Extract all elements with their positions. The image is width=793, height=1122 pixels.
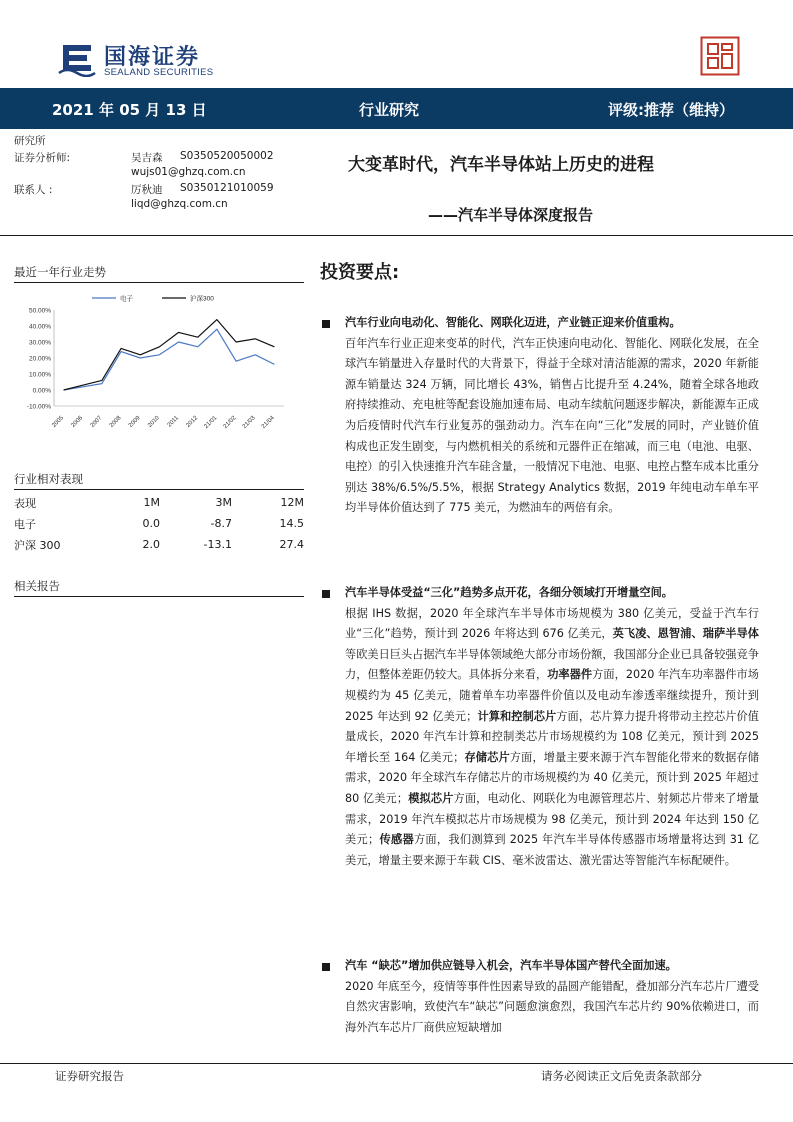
x-tick-label: 21/01 — [203, 415, 219, 431]
x-tick-label: 21/02 — [222, 415, 238, 431]
logo-text-cn: 国海证券 — [104, 45, 201, 70]
bullet-square-icon — [322, 963, 330, 971]
perf-cell: 沪深 300 — [14, 538, 61, 552]
report-subtitle: ——汽车半导体深度报告 — [428, 206, 594, 224]
analyst-id: S0350520050002 — [180, 150, 274, 162]
analyst-label: 证券分析师: — [14, 152, 71, 164]
contact-id: S0350121010059 — [180, 182, 274, 194]
industry-trend-chart — [14, 288, 304, 438]
trend-divider — [14, 282, 304, 283]
body-text: 方面，芯片算力提升将带动主控芯片价值量成长，2020 年汽车计算和控制类芯片市场规模约为 108 亿美元，预计到 2025 年增长至 164 亿美元； — [345, 709, 759, 764]
sealand-logo-icon — [57, 41, 97, 77]
footer-right: 请务必阅读正文后免责条款部分 — [541, 1069, 702, 1083]
series-line-electronics — [64, 329, 275, 390]
x-tick-label: 2005 — [51, 415, 65, 429]
x-tick-label: 2012 — [185, 415, 200, 429]
perf-header-cell: 3M — [215, 496, 232, 509]
paragraph-heading: 汽车半导体受益“三化”趋势多点开花，各细分领域打开增量空间。 — [345, 586, 673, 599]
x-tick-label: 2011 — [166, 415, 180, 429]
segment-highlight: 计算和控制芯片 — [477, 709, 557, 723]
perf-title: 行业相对表现 — [14, 472, 83, 486]
analyst-name: 吴吉森 — [131, 152, 163, 164]
x-tick-label: 21/04 — [260, 415, 276, 431]
perf-cell: 14.5 — [279, 517, 304, 530]
perf-header-cell: 12M — [280, 496, 304, 509]
table-row — [14, 513, 304, 534]
report-category: 行业研究 — [359, 101, 420, 119]
x-tick-label: 21/03 — [241, 415, 257, 431]
y-tick-label: 40.00% — [28, 323, 51, 331]
perf-header-row — [14, 492, 304, 513]
contact-label: 联系人 : — [14, 184, 53, 196]
body-text: 方面，增量主要来源于汽车智能化带来的数据存储需求，2020 年全球汽车存储芯片的市场规模约为 40 亿美元，预计到 2025 年超过 80 亿美元； — [345, 750, 759, 805]
body-text: 根据 IHS 数据，2020 年全球汽车半导体市场规模为 380 亿美元，受益于汽车行业“三化”趋势，预计到 2026 年将达到 676 亿美元， — [345, 606, 759, 641]
y-tick-label: 0.00% — [32, 387, 51, 395]
y-tick-label: 20.00% — [28, 355, 51, 363]
body-text: 方面，电动化、网联化为电源管理芯片、射频芯片带来了增量需求，2019 年汽车模拟芯片市场规模为 98 亿美元，预计到 2024 年达到 150 亿美元； — [345, 791, 759, 847]
related-divider — [14, 596, 304, 597]
section-title: 投资要点: — [320, 262, 400, 283]
perf-cell: 2.0 — [142, 538, 160, 551]
legend-label: 电子 — [120, 295, 133, 303]
contact-name: 厉秋迪 — [131, 184, 163, 196]
segment-highlight: 存储芯片 — [464, 750, 510, 764]
segment-highlight: 模拟芯片 — [408, 791, 454, 805]
y-tick-label: 10.00% — [28, 371, 51, 379]
paragraph-domestic-substitution — [345, 956, 759, 1038]
series-line-csi300 — [64, 320, 275, 390]
company-highlight: 英飞凌、恩智浦、瑞萨半导体 — [612, 627, 759, 641]
x-tick-label: 2010 — [147, 415, 161, 429]
perf-header-cell: 1M — [143, 496, 160, 509]
perf-table — [14, 492, 304, 555]
report-title: 大变革时代，汽车半导体站上历史的进程 — [348, 155, 654, 175]
table-row — [14, 534, 304, 555]
x-tick-label: 2007 — [89, 415, 104, 429]
logo-text-en: SEALAND SECURITIES — [104, 67, 214, 78]
paragraph-heading: 汽车行业向电动化、智能化、网联化迈进，产业链正迎来价值重构。 — [345, 316, 681, 329]
bullet-square-icon — [322, 590, 330, 598]
related-title: 相关报告 — [14, 579, 60, 593]
body-text: 等欧美日巨头占据汽车半导体领域绝大部分市场份额，我国部分企业已具备较强竞争力，但整体差距仍较大。具体拆分来看， — [345, 647, 759, 682]
footer-divider — [0, 1063, 793, 1064]
paragraph-industry-restructure — [345, 313, 759, 519]
body-text: 方面，2020 年汽车功率器件市场规模约为 45 亿美元，随着单车功率器件价值以及电动车渗透率继续提升，预计到 2025 年达到 92 亿美元； — [345, 668, 759, 723]
y-tick-label: 50.00% — [28, 307, 51, 315]
report-date: 2021 年 05 月 13 日 — [52, 101, 207, 119]
paragraph-body: 百年汽车行业正迎来变革的时代，汽车正快速向电动化、智能化、网联化发展，在全球汽车销量进入存量时代的大背景下，得益于全球对清洁能源的需求，2020 年新能源车销量达 324 万辆，同比增长 43%，销售占比提升至 4.24%，随着全球各地政府持续推动、充电桩等配套设施加速布局、电动车续航问题逐步解决，新能源车正成为后疫情时代汽车行业复苏的强劲动力。汽车在向“三化”发展的同时，产业链价值构成也正发生剧变，与内燃机相关的系统和元器件正在缩减，而三电（电池、电驱、电控）的引入快速推升汽车硅含量，一般情况下电池、电驱、电控占整车成本比重分别达 38%/6.5%/5.5%，根据 Strategy Analytics 数据，2019 年纯电动车单车平均半导体价值达到了 775 美元，为燃油车的两倍有余。 — [345, 336, 759, 515]
x-tick-label: 2006 — [70, 415, 85, 429]
perf-divider — [14, 489, 304, 490]
header-divider — [0, 235, 793, 236]
perf-header-cell: 表现 — [14, 496, 36, 510]
paragraph-body — [345, 604, 759, 872]
report-rating: 评级:推荐（维持） — [608, 101, 734, 119]
research-seal-icon — [700, 36, 740, 76]
analyst-email: wujs01@ghzq.com.cn — [131, 166, 246, 178]
y-tick-label: 30.00% — [28, 339, 51, 347]
perf-cell: -8.7 — [210, 517, 232, 530]
segment-highlight: 功率器件 — [547, 668, 593, 682]
trend-title: 最近一年行业走势 — [14, 265, 106, 279]
segment-highlight: 传感器 — [379, 833, 414, 847]
paragraph-heading: 汽车 “缺芯”增加供应链导入机会，汽车半导体国产替代全面加速。 — [345, 959, 677, 972]
legend-label: 沪深300 — [190, 295, 214, 303]
perf-cell: 27.4 — [279, 538, 304, 551]
bullet-square-icon — [322, 320, 330, 328]
paragraph-semiconductor-growth — [345, 583, 759, 871]
footer-left: 证券研究报告 — [55, 1069, 124, 1083]
perf-cell: -13.1 — [203, 538, 232, 551]
contact-email: liqd@ghzq.com.cn — [131, 198, 228, 210]
y-tick-label: -10.00% — [26, 403, 51, 411]
perf-cell: 电子 — [14, 517, 36, 531]
x-tick-label: 2009 — [127, 415, 142, 429]
header-bar — [0, 88, 793, 129]
perf-cell: 0.0 — [142, 517, 160, 530]
paragraph-body: 2020 年底至今，疫情等事件性因素导致的晶圆产能错配，叠加部分汽车芯片厂遭受自然灾害影响，致使汽车“缺芯”问题愈演愈烈，我国汽车芯片约 90%依赖进口，而海外汽车芯片厂商供应短缺增加 — [345, 979, 759, 1034]
body-text: 方面，我们测算到 2025 年汽车半导体传感器市场增量将达到 31 亿美元，增量主要来源于车载 CIS、毫米波雷达、激光雷达等智能汽车标配硬件。 — [345, 833, 759, 867]
x-tick-label: 2008 — [108, 415, 123, 429]
institute-label: 研究所 — [14, 135, 46, 147]
